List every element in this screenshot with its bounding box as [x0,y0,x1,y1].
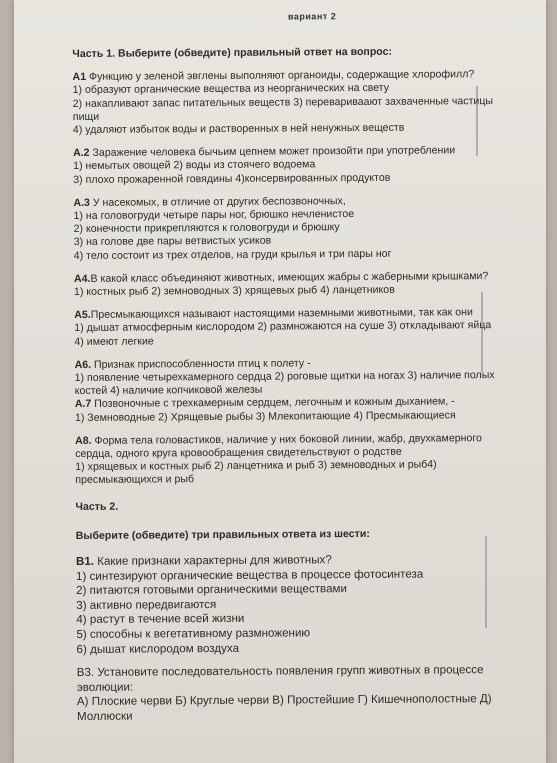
question-number: В1. [75,554,95,569]
question-number: А1 [72,71,87,84]
question-6 [75,356,495,399]
answer-option[interactable]: 5) способны к вегетативному размножению [76,626,311,642]
question-number: А6. [74,358,92,371]
answer-option[interactable]: пищи [72,110,100,123]
question-7 [75,396,495,425]
part1-title: Часть 1. Выберите (обведите) правильный ответ на вопрос: [72,45,393,60]
question-text: Заражение человека бычьим цепнем может произойти при употреблении [89,144,456,160]
question-text: Позвоночные с трехкамерным сердцем, легочным и кожным дыханием, - [91,395,455,411]
answer-option[interactable]: пресмыкающихся и рыб [75,473,195,487]
sequence-line: А) Плоские черви Б) Круглые черви В) Простейшие Г) Кишечнополостные Д) [76,692,492,709]
answer-option[interactable]: 1) Земноводные 2) Хрящевые рыбы 3) Млекопитающие 4) Пресмыкающиеся [74,409,456,424]
question-number: А.3 [73,196,90,209]
answer-option[interactable]: 6) дышат кислородом воздуха [76,641,240,656]
question-number: А5. [74,309,91,322]
question-1 [72,68,492,137]
question-text: Форма тела головастиков, наличие у них боковой линии, жабр, двухкамерного [91,432,482,447]
worksheet-content [72,0,497,725]
answer-option[interactable]: 3) активно передвигаются [76,597,217,612]
answer-option[interactable]: костей 4) наличие копчиковой железы [74,383,263,398]
answer-option[interactable]: 1) образуют органические вещества из неорганических на свету [72,82,390,97]
answer-option[interactable]: 1) немытых овощей 2) воды из стоячего водоема [73,158,316,173]
sequence-line: эволюции: [76,680,134,694]
variant-header: вариант 2 [287,11,337,22]
answer-option[interactable]: 1) появление четырехкамерного сердца 2) роговые щитки на ногах 3) наличие полых [74,369,495,385]
question-text: В какой класс объединяют животных, имеющих жабры с жаберными крышками? [90,269,489,285]
question-8 [75,432,495,488]
question-text: Признак приспособленности птиц к полету - [91,357,311,371]
part1-questions [72,68,495,487]
part2-questions [76,552,497,724]
answer-option[interactable]: 4) удаляют избыток воды и растворенных в ней ненужных веществ [72,121,405,137]
answer-option[interactable]: 1) дышат атмосферным кислородом 2) размножаются на суше 3) откладывают яйца [74,319,492,335]
answer-option[interactable]: 3) на голове две пары ветвистых усиков [73,235,272,249]
part2-title: Часть 2. [75,500,119,513]
question-4 [74,270,494,299]
question-3 [73,194,493,263]
question-b3 [77,663,497,724]
part2-instruction: Выберите (обведите) три правильных ответа из шести: [75,527,370,542]
question-5 [74,306,494,349]
answer-option[interactable]: 2) накапливают запас питательных веществ 3) перевариваают захваченные частицы [72,94,494,110]
answer-option[interactable]: сердца, одного круга кровообращения свидетельствуют о родстве [75,445,402,461]
question-number: А8. [75,434,92,447]
question-number: А.2 [73,147,90,160]
paper-sheet [14,0,546,763]
answer-option[interactable]: 2) питаются готовыми органическими веществами [76,582,348,598]
question-number: А.7 [74,398,92,411]
answer-option[interactable]: 1) хрящевых и костных рыб 2) ланцетника и рыб 3) земноводных и рыб4) [75,458,437,474]
question-text: У насекомых, в отличие от других беспозвоночных, [89,194,346,209]
question-text: Какие признаки характерны для животных? [93,553,332,568]
answer-option[interactable]: 4) растут в течение всей жизни [76,612,245,627]
question-text: В3. Установите последовательность появления групп животных в процессе [76,663,484,680]
question-b1 [76,552,497,657]
answer-option[interactable]: 4) имеют легкие [74,335,154,348]
answer-option[interactable]: 2) конечности прикрепляются к головогруди и брюшку [73,221,340,236]
sequence-line: Моллюски [76,709,133,724]
question-2 [73,144,493,187]
answer-option[interactable]: 4) тело состоит из трех отделов, на груди крылья и три пары ног [73,247,392,262]
answer-option[interactable]: 1) костных рыб 2) земноводных 3) хрящевых рыб 4) ланцетников [73,283,395,299]
answer-option[interactable]: 3) плохо прожаренной говядины 4)консервированных продуктов [73,171,391,186]
question-text: Пресмыкающихся называют настоящими наземными животными, так как они [90,306,473,322]
question-text: Функцию у зеленой эвглены выполняют органоиды, содержащие хлорофилл? [86,68,475,84]
answer-option[interactable]: 1) на головогруди четыре пары ног, брюшко нечленистое [73,208,355,223]
answer-option[interactable]: 1) синтезируют органические вещества в процессе фотосинтеза [75,567,424,583]
question-number: А4. [73,272,91,285]
